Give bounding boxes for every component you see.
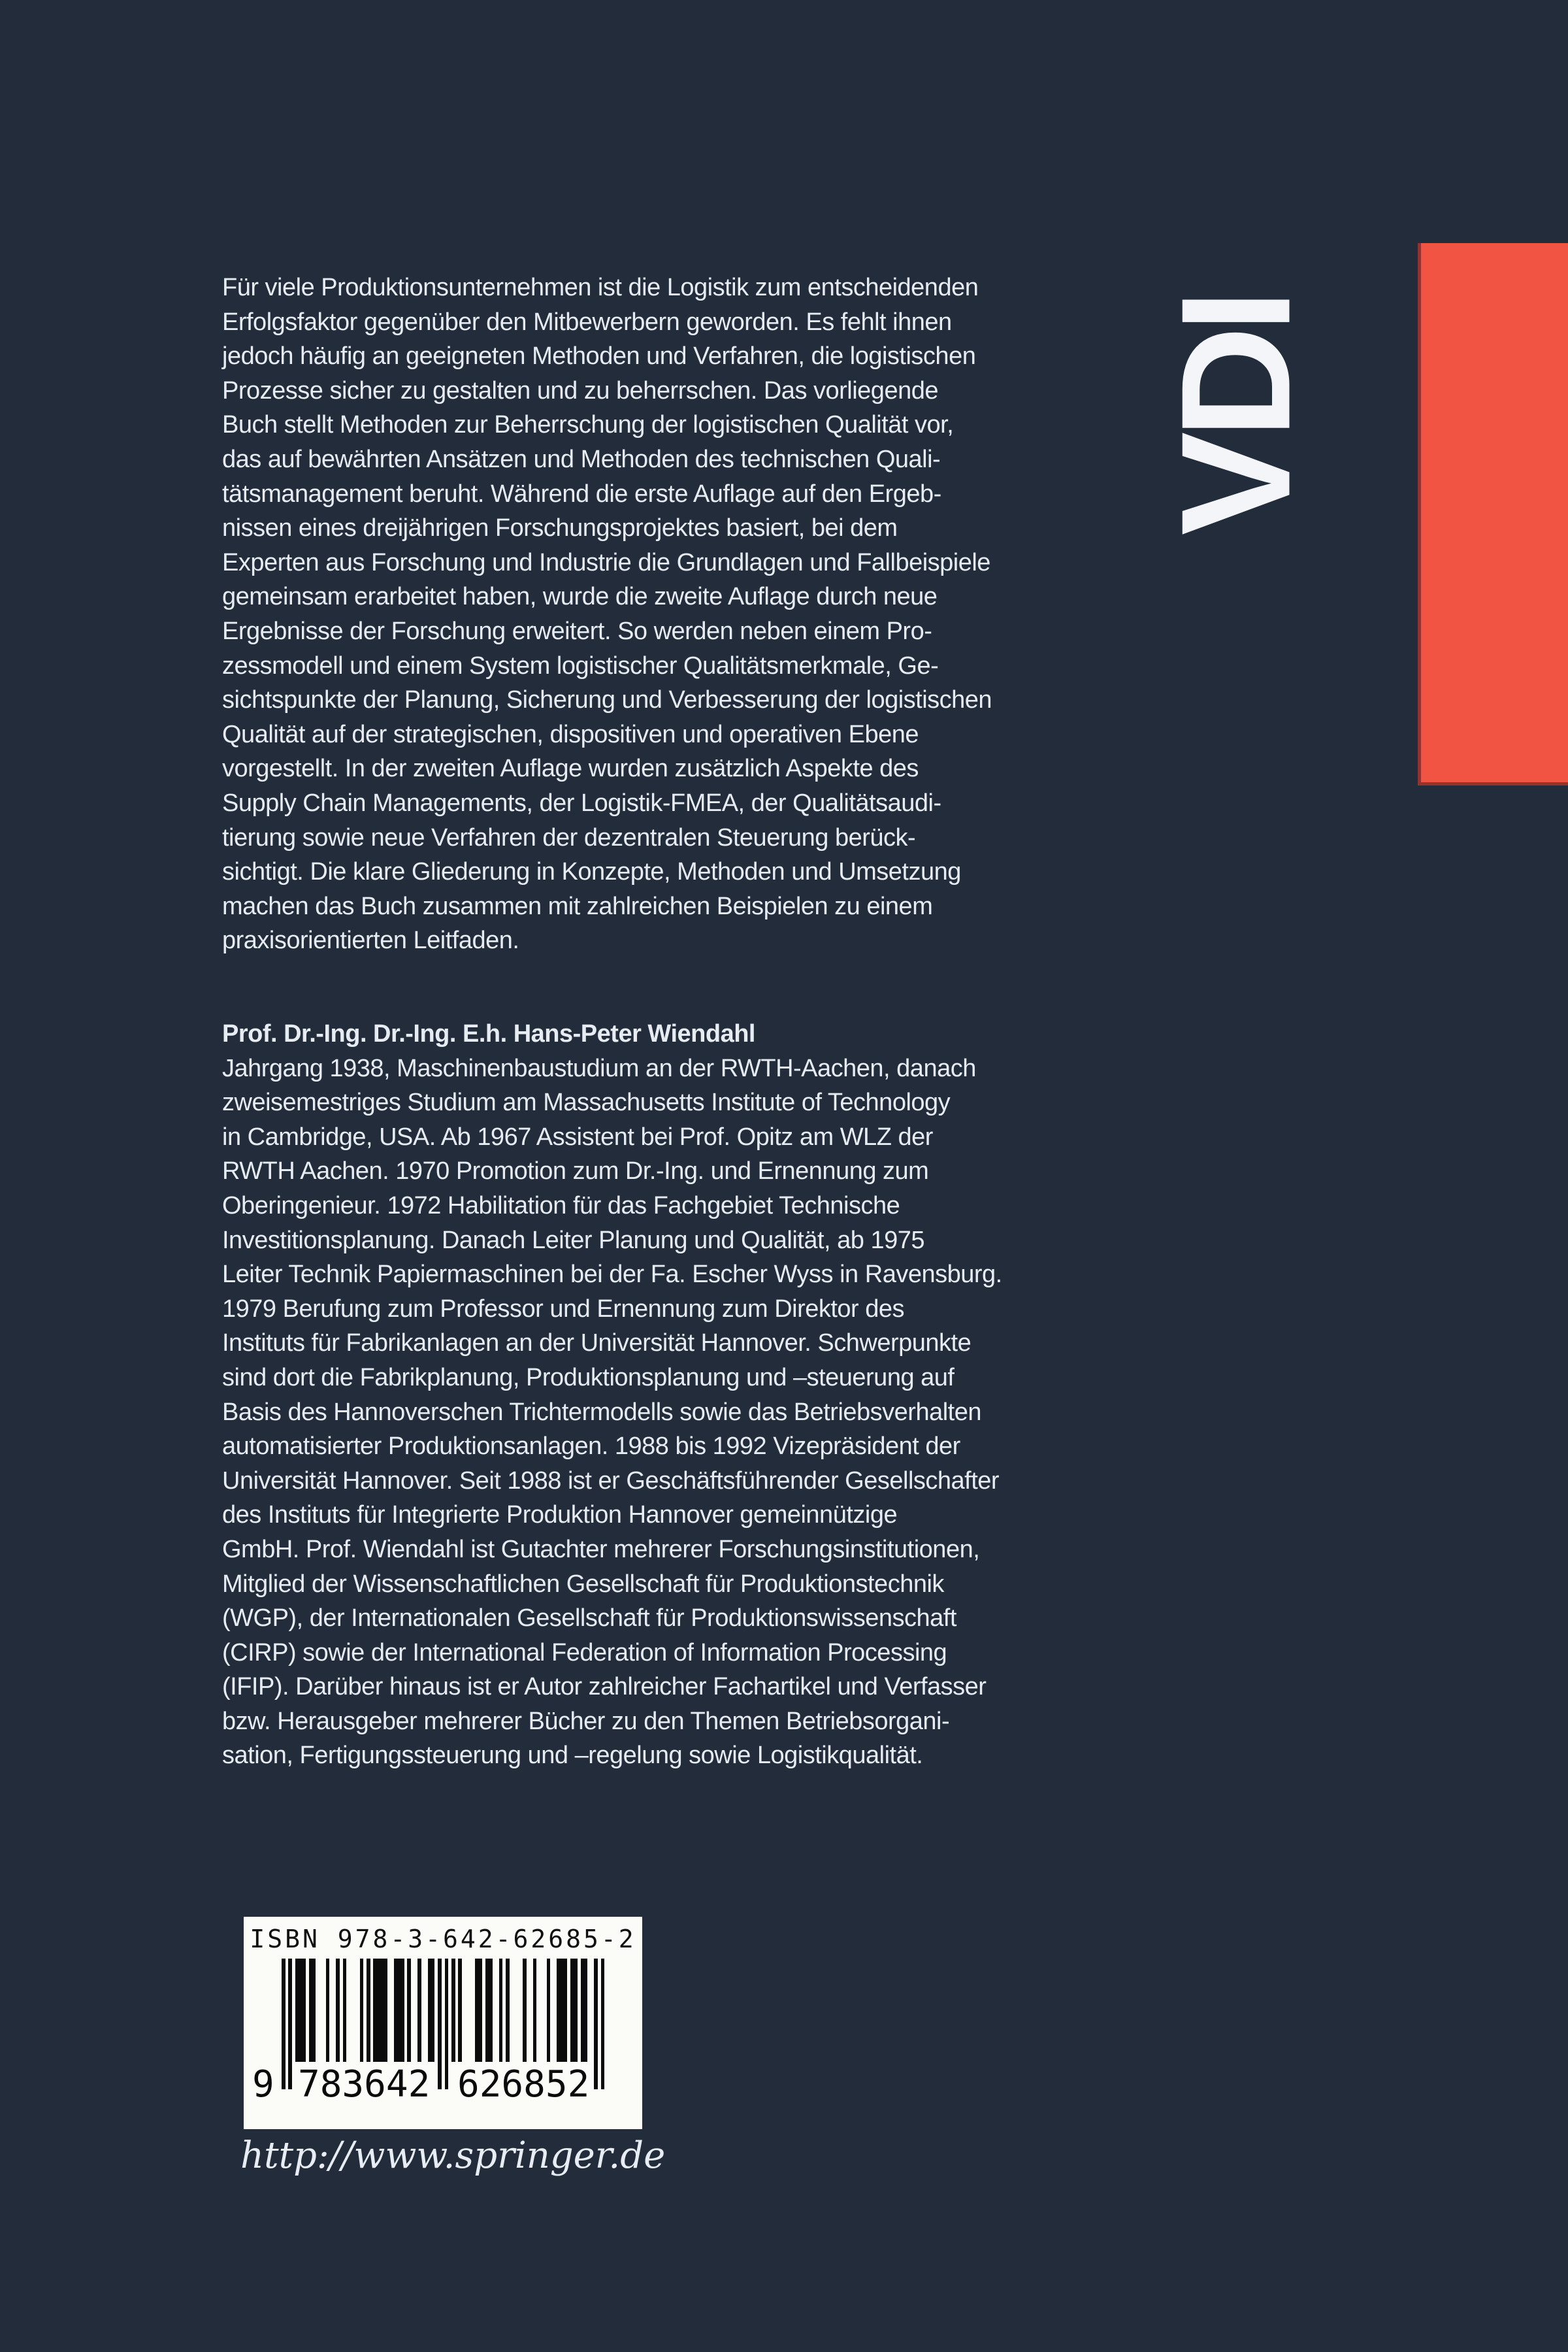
text-line: Ergebnisse der Forschung erweitert. So werden neben einem Pro-: [222, 617, 932, 645]
barcode-bar: [458, 1959, 462, 2062]
barcode-bar: [336, 1959, 340, 2062]
text-line: tierung sowie neue Verfahren der dezentralen Steuerung berück-: [222, 823, 916, 852]
text-line: GmbH. Prof. Wiendahl ist Gutachter mehrerer Forschungsinstitutionen,: [222, 1535, 980, 1563]
text-line: tätsmanagement beruht. Während die erste Auflage auf den Ergeb-: [222, 480, 941, 508]
barcode-bar: [547, 1959, 551, 2062]
text-line: Buch stellt Methoden zur Beherrschung der logistischen Qualität vor,: [222, 411, 954, 439]
barcode-bar: [360, 1959, 364, 2062]
barcode-digits: [244, 2062, 642, 2113]
vdi-logo: VDI: [1149, 295, 1323, 536]
author-bio: [222, 1052, 1058, 1773]
text-line: RWTH Aachen. 1970 Promotion zum Dr.-Ing. und Ernennung zum: [222, 1157, 929, 1185]
text-line: Universität Hannover. Seit 1988 ist er Geschäftsführender Gesellschafter: [222, 1466, 1000, 1495]
barcode-bar: [302, 1959, 306, 2062]
barcode-bar: [326, 1959, 330, 2062]
barcode-bar: [417, 1959, 421, 2062]
publisher-url: http://www.springer.de: [240, 2134, 666, 2177]
text-line: vorgestellt. In der zweiten Auflage wurden zusätzlich Aspekte des: [222, 755, 919, 783]
text-line: 1979 Berufung zum Professor und Ernennung zum Direktor des: [222, 1295, 905, 1323]
barcode-digit-group1: 783642: [296, 2063, 432, 2106]
barcode-bar: [431, 1959, 435, 2062]
text-line: des Instituts für Integrierte Produktion Hannover gemeinnützige: [222, 1501, 898, 1529]
text-line: bzw. Herausgeber mehrerer Bücher zu den Themen Betriebsorgani-: [222, 1707, 950, 1735]
isbn-label: ISBN 978-3-642-62685-2: [250, 1925, 636, 1953]
barcode-bar: [407, 1959, 411, 2062]
text-line: Experten aus Forschung und Industrie die Grundlagen und Fallbeispiele: [222, 548, 990, 576]
barcode-bar: [451, 1959, 455, 2062]
text-line: jedoch häufig an geeigneten Methoden und Verfahren, die logistischen: [222, 342, 976, 371]
text-line: Oberingenieur. 1972 Habilitation für das Fachgebiet Technische: [222, 1191, 900, 1219]
red-accent-bar: [1418, 243, 1568, 786]
text-line: nissen eines dreijährigen Forschungsprojektes basiert, bei dem: [222, 514, 898, 542]
barcode-bar: [367, 1959, 370, 2062]
text-line: Prozesse sicher zu gestalten und zu beherrschen. Das vorliegende: [222, 376, 938, 405]
text-line: sichtigt. Die klare Gliederung in Konzepte, Methoden und Umsetzung: [222, 858, 961, 886]
text-line: das auf bewährten Ansätzen und Methoden des technischen Quali-: [222, 445, 941, 473]
text-line: Instituts für Fabrikanlagen an der Universität Hannover. Schwerpunkte: [222, 1329, 972, 1357]
text-line: Supply Chain Managements, der Logistik-FMEA, der Qualitätsaudi-: [222, 789, 941, 817]
text-line: zweisemestriges Studium am Massachusetts Institute of Technology: [222, 1089, 951, 1117]
text-line: Mitglied der Wissenschaftlichen Gesellschaft für Produktionstechnik: [222, 1570, 944, 1598]
text-line: praxisorientierten Leitfaden.: [222, 927, 519, 955]
text-line: Für viele Produktionsunternehmen ist die Logistik zum entscheidenden: [222, 274, 979, 301]
barcode-bar: [384, 1959, 387, 2062]
barcode-bar: [312, 1959, 316, 2062]
barcode-bar: [533, 1959, 537, 2062]
barcode-bar: [343, 1959, 347, 2062]
barcode-bar: [584, 1959, 588, 2062]
isbn-box: [244, 1917, 642, 2129]
text-line: machen das Buch zusammen mit zahlreichen Beispielen zu einem: [222, 892, 933, 920]
barcode-bar: [499, 1959, 503, 2062]
text-line: gemeinsam erarbeitet haben, wurde die zweite Auflage durch neue: [222, 583, 938, 611]
barcode-bar: [489, 1959, 493, 2062]
barcode-bar: [506, 1959, 510, 2062]
text-line: Investitionsplanung. Danach Leiter Planung und Qualität, ab 1975: [222, 1226, 925, 1254]
text-line: Jahrgang 1938, Maschinenbaustudium an der RWTH-Aachen, danach: [222, 1054, 976, 1082]
barcode-bar: [400, 1959, 404, 2062]
text-line: (WGP), der Internationalen Gesellschaft für Produktionswissenschaft: [222, 1604, 956, 1632]
author-section: [222, 1017, 1058, 1773]
barcode-bar: [564, 1959, 568, 2062]
text-line: Qualität auf der strategischen, dispositiven und operativen Ebene: [222, 720, 919, 748]
blurb-text: [222, 271, 1058, 958]
barcode-bar: [479, 1959, 483, 2062]
text-line: (IFIP). Darüber hinaus ist er Autor zahlreicher Fachartikel und Verfasser: [222, 1673, 987, 1701]
barcode-bar: [574, 1959, 578, 2062]
author-heading: Prof. Dr.-Ing. Dr.-Ing. E.h. Hans-Peter Wiendahl: [222, 1020, 755, 1048]
text-line: sichtspunkte der Planung, Sicherung und Verbesserung der logistischen: [222, 686, 992, 714]
text-line: Leiter Technik Papiermaschinen bei der Fa. Escher Wyss in Ravensburg.: [222, 1261, 1002, 1289]
text-line: Basis des Hannoverschen Trichtermodells sowie das Betriebsverhalten: [222, 1398, 981, 1426]
text-line: automatisierter Produktionsanlagen. 1988 bis 1992 Vizepräsident der: [222, 1433, 960, 1461]
barcode-bar: [523, 1959, 527, 2062]
text-line: zessmodell und einem System logistischer Qualitätsmerkmale, Ge-: [222, 652, 939, 680]
text-line: in Cambridge, USA. Ab 1967 Assistent bei Prof. Opitz am WLZ der: [222, 1123, 933, 1151]
text-line: sind dort die Fabrikplanung, Produktionsplanung und –steuerung auf: [222, 1363, 955, 1391]
barcode-digit-first: 9: [250, 2063, 276, 2106]
text-line: sation, Fertigungssteuerung und –regelung sowie Logistikqualität.: [222, 1742, 923, 1770]
text-line: Erfolgsfaktor gegenüber den Mitbewerbern geworden. Es fehlt ihnen: [222, 308, 952, 336]
barcode-digit-group2: 626852: [455, 2063, 591, 2106]
text-line: (CIRP) sowie der International Federation of Information Processing: [222, 1638, 947, 1666]
